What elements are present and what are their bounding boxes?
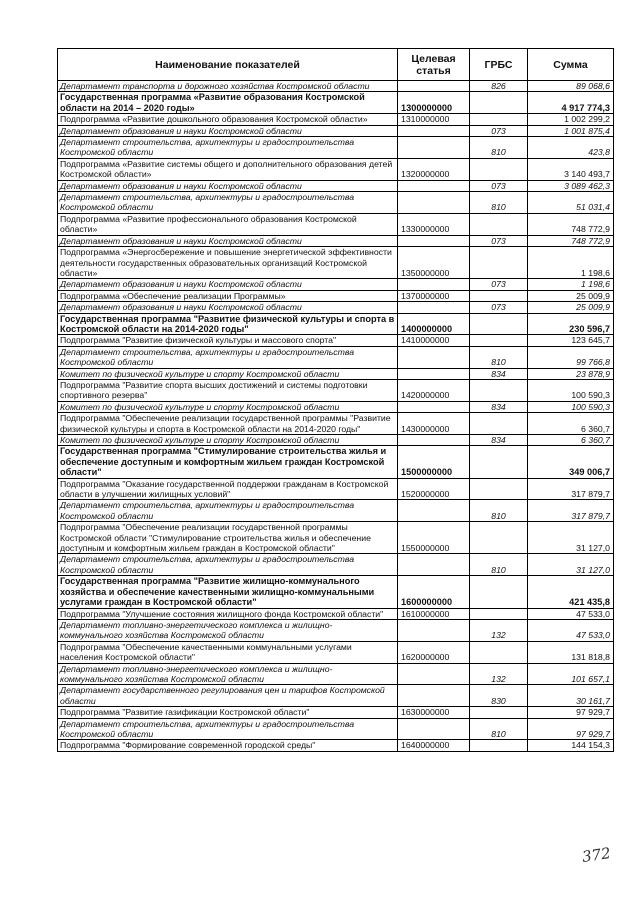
row-sum: 97 929,7 [528,718,614,740]
row-grbs [470,114,528,125]
row-grbs [470,478,528,500]
row-name: Государственная программа "Развитие жилищно-коммунального хозяйства и обеспечение качественными жилищно-коммунальными услугами граждан в Костромской области" [58,576,398,608]
row-name: Подпрограмма "Обеспечение реализации государственной программы Костромской области "Стимулирование строительства жилья и обеспечение доступным и комфортным жильем граждан в Костромской области" [58,522,398,554]
row-grbs: 132 [470,663,528,685]
row-target-article [398,401,470,412]
row-name: Подпрограмма "Развитие физической культуры и массового спорта" [58,335,398,346]
table-row [58,707,614,718]
row-target-article [398,663,470,685]
row-sum: 4 917 774,3 [528,92,614,114]
row-grbs: 810 [470,718,528,740]
row-sum: 23 878,9 [528,368,614,379]
budget-table [57,48,614,752]
table-row [58,313,614,335]
row-sum: 97 929,7 [528,707,614,718]
row-name: Подпрограмма "Развитие спорта высших достижений и системы подготовки спортивного резерва" [58,379,398,401]
row-grbs: 073 [470,235,528,246]
row-name: Департамент строительства, архитектуры и градостроительства Костромской области [58,346,398,368]
row-name: Подпрограмма «Энергосбережение и повышение энергетической эффективности деятельности государственных образовательных организаций Костромской области» [58,247,398,279]
row-sum: 51 031,4 [528,192,614,214]
row-sum: 1 198,6 [528,247,614,279]
row-target-article: 1420000000 [398,379,470,401]
row-target-article: 1640000000 [398,740,470,751]
row-target-article: 1310000000 [398,114,470,125]
page-number: 372 [580,844,612,866]
table-row [58,92,614,114]
row-name: Департамент образования и науки Костромской области [58,302,398,313]
row-sum: 25 009,9 [528,290,614,301]
table-row [58,641,614,663]
row-grbs [470,740,528,751]
row-name: Подпрограмма "Улучшение состояния жилищного фонда Костромской области" [58,608,398,619]
row-sum: 30 161,7 [528,685,614,707]
row-grbs [470,522,528,554]
header-grbs: ГРБС [470,49,528,81]
table-row [58,158,614,180]
row-target-article [398,435,470,446]
row-name: Департамент строительства, архитектуры и градостроительства Костромской области [58,137,398,159]
row-grbs [470,335,528,346]
row-sum: 748 772,9 [528,213,614,235]
row-grbs: 826 [470,81,528,92]
row-grbs [470,641,528,663]
row-name: Департамент строительства, архитектуры и градостроительства Костромской области [58,500,398,522]
row-sum: 47 533,0 [528,608,614,619]
table-row [58,335,614,346]
row-sum: 317 879,7 [528,500,614,522]
row-name: Департамент государственного регулирования цен и тарифов Костромской области [58,685,398,707]
row-sum: 99 766,8 [528,346,614,368]
row-grbs [470,313,528,335]
row-target-article: 1520000000 [398,478,470,500]
row-name: Подпрограмма «Развитие профессионального образования Костромской области» [58,213,398,235]
row-target-article [398,619,470,641]
header-target-article: Целевая статья [398,49,470,81]
row-grbs: 810 [470,554,528,576]
row-target-article: 1400000000 [398,313,470,335]
row-grbs: 810 [470,346,528,368]
row-grbs: 834 [470,401,528,412]
row-sum: 317 879,7 [528,478,614,500]
table-row [58,554,614,576]
row-sum: 100 590,3 [528,401,614,412]
row-grbs [470,576,528,608]
row-target-article: 1610000000 [398,608,470,619]
row-grbs: 073 [470,125,528,136]
row-grbs [470,290,528,301]
table-row [58,346,614,368]
row-sum: 89 068,6 [528,81,614,92]
row-grbs: 834 [470,368,528,379]
row-name: Комитет по физической культуре и спорту Костромской области [58,368,398,379]
table-body [58,81,614,752]
row-target-article [398,125,470,136]
row-target-article [398,685,470,707]
row-target-article: 1300000000 [398,92,470,114]
row-target-article [398,554,470,576]
row-sum: 31 127,0 [528,554,614,576]
table-row [58,368,614,379]
row-sum: 47 533,0 [528,619,614,641]
table-row [58,235,614,246]
row-target-article [398,302,470,313]
table-row [58,740,614,751]
row-name: Подпрограмма «Развитие дошкольного образования Костромской области» [58,114,398,125]
row-grbs: 810 [470,500,528,522]
row-name: Государственная программа "Развитие физической культуры и спорта в Костромской области на 2014-2020 годы" [58,313,398,335]
row-grbs [470,608,528,619]
table-row [58,279,614,290]
row-name: Подпрограмма "Оказание государственной поддержки гражданам в Костромской области в улучшении жилищных условий" [58,478,398,500]
table-row [58,576,614,608]
row-name: Подпрограмма "Обеспечение реализации государственной программы "Развитие физической культуры и спорта в Костромской области на 2014-2020 годы" [58,413,398,435]
row-target-article [398,279,470,290]
row-target-article [398,81,470,92]
row-grbs: 073 [470,279,528,290]
row-sum: 6 360,7 [528,435,614,446]
table-row [58,718,614,740]
row-name: Департамент образования и науки Костромской области [58,279,398,290]
header-name: Наименование показателей [58,49,398,81]
row-grbs [470,379,528,401]
table-row [58,608,614,619]
row-name: Департамент образования и науки Костромской области [58,180,398,191]
row-grbs [470,92,528,114]
row-grbs: 810 [470,137,528,159]
row-target-article: 1430000000 [398,413,470,435]
row-grbs: 834 [470,435,528,446]
row-sum: 421 435,8 [528,576,614,608]
row-target-article: 1330000000 [398,213,470,235]
row-target-article: 1410000000 [398,335,470,346]
table-row [58,137,614,159]
row-sum: 349 006,7 [528,446,614,478]
row-name: Департамент строительства, архитектуры и градостроительства Костромской области [58,192,398,214]
table-row [58,500,614,522]
row-name: Департамент строительства, архитектуры и градостроительства Костромской области [58,554,398,576]
table-header-row [58,49,614,81]
row-name: Государственная программа «Развитие образования Костромской области на 2014 – 2020 годы» [58,92,398,114]
row-target-article: 1320000000 [398,158,470,180]
table-row [58,379,614,401]
row-name: Подпрограмма "Обеспечение качественными коммунальными услугами населения Костромской области" [58,641,398,663]
row-name: Департамент образования и науки Костромской области [58,235,398,246]
table-row [58,413,614,435]
table-row [58,290,614,301]
table-row [58,302,614,313]
row-target-article [398,718,470,740]
row-target-article: 1600000000 [398,576,470,608]
row-sum: 3 089 462,3 [528,180,614,191]
row-name: Департамент строительства, архитектуры и градостроительства Костромской области [58,718,398,740]
row-sum: 230 596,7 [528,313,614,335]
row-sum: 748 772,9 [528,235,614,246]
row-sum: 101 657,1 [528,663,614,685]
row-grbs [470,413,528,435]
table-row [58,522,614,554]
row-name: Департамент образования и науки Костромской области [58,125,398,136]
row-target-article: 1370000000 [398,290,470,301]
row-target-article [398,368,470,379]
row-sum: 1 002 299,2 [528,114,614,125]
row-sum: 131 818,8 [528,641,614,663]
row-name: Подпрограмма "Развитие газификации Костромской области" [58,707,398,718]
row-target-article: 1620000000 [398,641,470,663]
row-target-article [398,192,470,214]
row-grbs [470,158,528,180]
row-grbs [470,446,528,478]
row-grbs: 132 [470,619,528,641]
row-name: Комитет по физической культуре и спорту Костромской области [58,435,398,446]
row-target-article [398,346,470,368]
row-target-article [398,500,470,522]
table-row [58,125,614,136]
row-name: Подпрограмма "Формирование современной городской среды" [58,740,398,751]
row-target-article: 1630000000 [398,707,470,718]
row-target-article: 1500000000 [398,446,470,478]
table-row [58,478,614,500]
row-sum: 1 001 875,4 [528,125,614,136]
table-row [58,180,614,191]
row-name: Департамент транспорта и дорожного хозяйства Костромской области [58,81,398,92]
table-row [58,192,614,214]
row-sum: 25 009,9 [528,302,614,313]
row-target-article: 1350000000 [398,247,470,279]
row-sum: 123 645,7 [528,335,614,346]
row-sum: 6 360,7 [528,413,614,435]
table-row [58,446,614,478]
table-row [58,247,614,279]
header-sum: Сумма [528,49,614,81]
row-grbs [470,247,528,279]
row-target-article [398,180,470,191]
table-row [58,619,614,641]
row-grbs [470,707,528,718]
row-name: Комитет по физической культуре и спорту Костромской области [58,401,398,412]
row-sum: 3 140 493,7 [528,158,614,180]
row-grbs: 073 [470,180,528,191]
table-row [58,401,614,412]
row-sum: 423,8 [528,137,614,159]
row-name: Департамент топливно-энергетического комплекса и жилищно-коммунального хозяйства Костромской области [58,619,398,641]
table-row [58,435,614,446]
row-sum: 100 590,3 [528,379,614,401]
row-name: Государственная программа "Стимулирование строительства жилья и обеспечение доступным и комфортным жильем граждан Костромской области" [58,446,398,478]
row-target-article [398,137,470,159]
row-grbs [470,213,528,235]
row-name: Департамент топливно-энергетического комплекса и жилищно-коммунального хозяйства Костромской области [58,663,398,685]
table-row [58,213,614,235]
row-sum: 31 127,0 [528,522,614,554]
table-row [58,81,614,92]
table-row [58,114,614,125]
row-grbs: 810 [470,192,528,214]
row-sum: 1 198,6 [528,279,614,290]
row-name: Подпрограмма «Развитие системы общего и дополнительного образования детей Костромской области» [58,158,398,180]
row-target-article: 1550000000 [398,522,470,554]
row-name: Подпрограмма «Обеспечение реализации Программы» [58,290,398,301]
row-grbs: 073 [470,302,528,313]
row-sum: 144 154,3 [528,740,614,751]
row-target-article [398,235,470,246]
table-row [58,685,614,707]
row-grbs: 830 [470,685,528,707]
table-row [58,663,614,685]
